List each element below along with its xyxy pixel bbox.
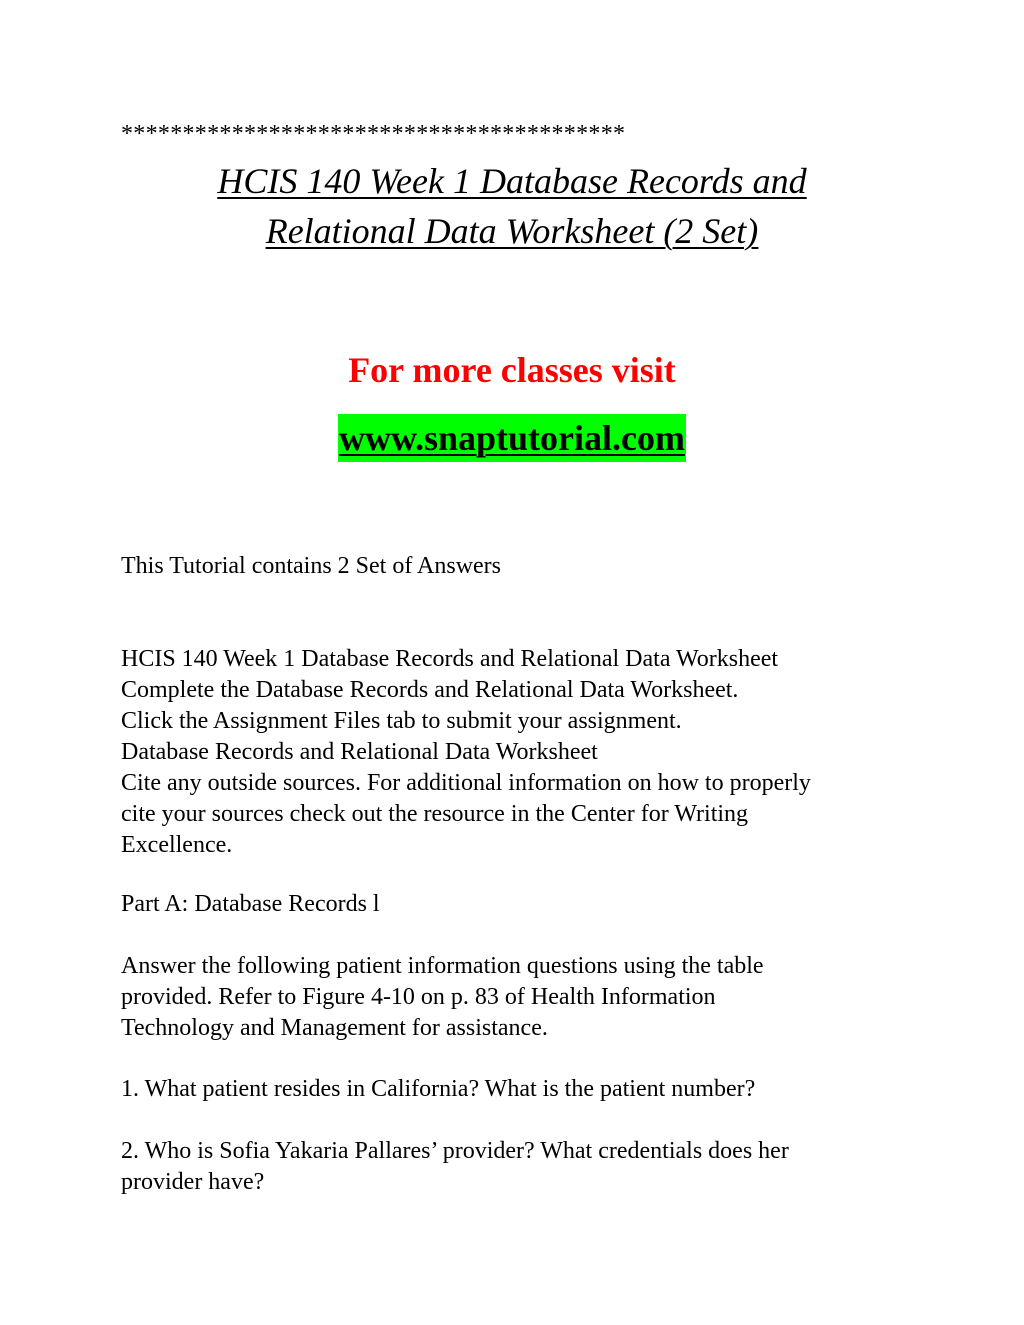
asterisk-divider: ***************************************** xyxy=(121,121,626,147)
visit-prompt: For more classes visit xyxy=(348,350,676,390)
website-link[interactable]: www.snaptutorial.com xyxy=(338,414,686,462)
title-line-2: Relational Data Worksheet (2 Set) xyxy=(265,211,759,251)
description-line: Complete the Database Records and Relational Data Worksheet. xyxy=(121,677,739,703)
description-line: Click the Assignment Files tab to submit your assignment. xyxy=(121,708,682,734)
url-container xyxy=(0,414,1024,462)
intro-paragraph: This Tutorial contains 2 Set of Answers xyxy=(121,553,502,579)
description-line: HCIS 140 Week 1 Database Records and Relational Data Worksheet xyxy=(121,646,779,672)
description-line: Database Records and Relational Data Worksheet xyxy=(121,739,598,765)
assignment-description xyxy=(121,644,911,861)
instructions-paragraph xyxy=(121,951,911,1044)
question-2 xyxy=(121,1136,911,1198)
question-2-line: 2. Who is Sofia Yakaria Pallares’ provider? What credentials does her xyxy=(121,1138,789,1164)
description-line: cite your sources check out the resource in the Center for Writing xyxy=(121,801,749,827)
question-1: 1. What patient resides in California? What is the patient number? xyxy=(121,1076,756,1102)
description-line: Cite any outside sources. For additional information on how to properly xyxy=(121,770,811,796)
instructions-line: provided. Refer to Figure 4-10 on p. 83 of Health Information xyxy=(121,984,716,1010)
instructions-line: Technology and Management for assistance. xyxy=(121,1015,548,1041)
question-2-line: provider have? xyxy=(121,1169,265,1195)
title-line-1: HCIS 140 Week 1 Database Records and xyxy=(217,161,807,201)
document-title xyxy=(0,156,1024,256)
instructions-line: Answer the following patient information questions using the table xyxy=(121,953,764,979)
description-line: Excellence. xyxy=(121,832,233,858)
part-a-heading: Part A: Database Records l xyxy=(121,891,380,917)
